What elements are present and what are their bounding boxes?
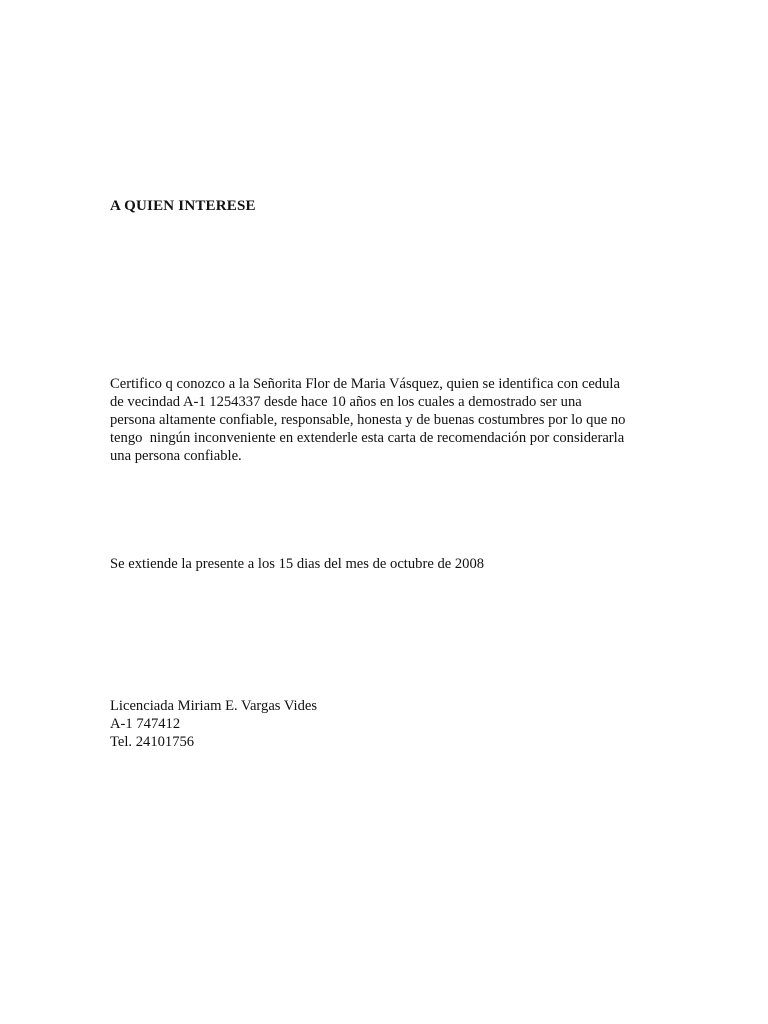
letter-heading: A QUIEN INTERESE [110,198,256,214]
body-line: persona altamente confiable, responsable, honesta y de buenas costumbres por lo que no [110,412,626,428]
letter-body [110,375,670,465]
body-line: tengo ningún inconveniente en extenderle esta carta de recomendación por considerarla [110,430,625,446]
signature-block [110,697,317,751]
signature-phone: Tel. 24101756 [110,734,195,750]
body-line: de vecindad A-1 1254337 desde hace 10 años en los cuales a demostrado ser una [110,394,582,410]
signature-id: A-1 747412 [110,716,181,732]
letter-date-line: Se extiende la presente a los 15 dias del mes de octubre de 2008 [110,556,485,572]
signature-name: Licenciada Miriam E. Vargas Vides [110,698,318,714]
body-line: Certifico q conozco a la Señorita Flor de Maria Vásquez, quien se identifica con cedula [110,376,620,392]
body-line: una persona confiable. [110,448,242,464]
